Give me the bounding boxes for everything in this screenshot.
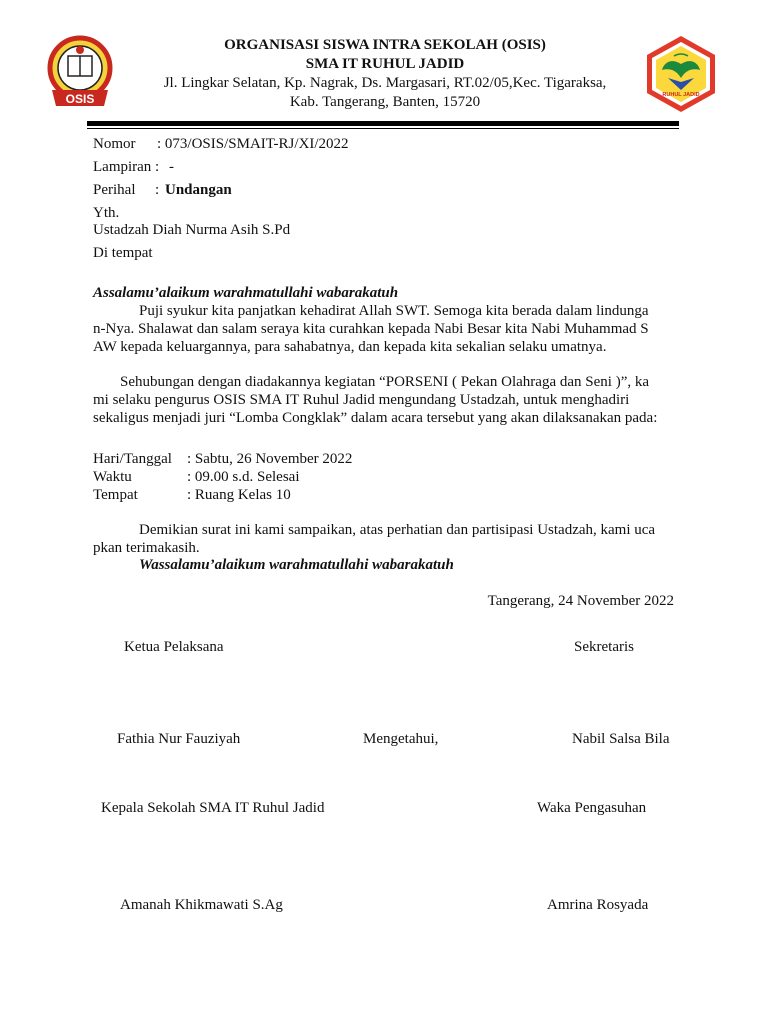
opening-greeting: Assalamu’alaikum warahmatullahi wabarakatuh (93, 285, 399, 301)
letterhead-organization: ORGANISASI SISWA INTRA SEKOLAH (OSIS) (224, 37, 546, 53)
sekretaris-role: Sekretaris (574, 639, 634, 655)
event-time-label: Waktu (93, 469, 132, 485)
paragraph2-line1: Sehubungan dengan diadakannya kegiatan “PORSENI ( Pekan Olahraga dan Seni )”, ka (120, 374, 650, 390)
ruhul-jadid-logo (644, 34, 718, 114)
perihal-colon: : (155, 182, 160, 198)
event-time-value: : 09.00 s.d. Selesai (187, 469, 300, 485)
recipient-name: Ustadzah Diah Nurma Asih S.Pd (93, 222, 291, 238)
nomor-value: : 073/OSIS/SMAIT-RJ/XI/2022 (157, 136, 349, 152)
osis-logo (46, 34, 114, 114)
paragraph1-line1: Puji syukur kita panjatkan kehadirat Allah SWT. Semoga kita berada dalam lindunga (139, 303, 649, 319)
svg-text:OSIS: OSIS (65, 92, 95, 106)
lampiran-label: Lampiran : (93, 159, 160, 175)
waka-role: Waka Pengasuhan (537, 800, 647, 816)
letterhead-school: SMA IT RUHUL JADID (305, 56, 465, 72)
letterhead-divider-thin (87, 128, 679, 129)
recipient-yth: Yth. (93, 205, 120, 221)
paragraph2-line3: sekaligus menjadi juri “Lomba Congklak” dalam acara tersebut yang akan dilaksanakan pada: (93, 410, 658, 426)
event-place-value: : Ruang Kelas 10 (187, 487, 291, 503)
kepsek-name: Amanah Khikmawati S.Ag (120, 897, 283, 913)
sekretaris-name: Nabil Salsa Bila (572, 731, 670, 747)
ketua-name: Fathia Nur Fauziyah (117, 731, 241, 747)
perihal-label: Perihal (93, 182, 136, 198)
event-date-label: Hari/Tanggal (93, 451, 172, 467)
letter-date: Tangerang, 24 November 2022 (487, 593, 674, 609)
letterhead-address-line2: Kab. Tangerang, Banten, 15720 (289, 94, 481, 110)
perihal-value: Undangan (165, 182, 232, 198)
event-date-value: : Sabtu, 26 November 2022 (187, 451, 353, 467)
ketua-role: Ketua Pelaksana (124, 639, 224, 655)
paragraph1-line3: AW kepada keluargannya, para sahabatnya, dan kepada kita sekalian selaku umatnya. (93, 339, 607, 355)
kepsek-role: Kepala Sekolah SMA IT Ruhul Jadid (101, 800, 325, 816)
nomor-label: Nomor (93, 136, 136, 152)
paragraph3-line1: Demikian surat ini kami sampaikan, atas perhatian dan partisipasi Ustadzah, kami uca (139, 522, 656, 538)
closing-greeting: Wassalamu’alaikum warahmatullahi wabarakatuh (139, 557, 454, 573)
paragraph2-line2: mi selaku pengurus OSIS SMA IT Ruhul Jadid mengundang Ustadzah, untuk menghadiri (93, 392, 630, 408)
waka-name: Amrina Rosyada (547, 897, 649, 913)
lampiran-value: - (169, 159, 174, 175)
svg-text:RUHUL JADID: RUHUL JADID (662, 92, 700, 98)
letterhead-divider-thick (87, 121, 679, 126)
letterhead-address-line1: Jl. Lingkar Selatan, Kp. Nagrak, Ds. Margasari, RT.02/05,Kec. Tigaraksa, (163, 75, 607, 91)
event-place-label: Tempat (93, 487, 138, 503)
recipient-place: Di tempat (93, 245, 153, 261)
paragraph3-line2: pkan terimakasih. (93, 540, 200, 556)
paragraph1-line2: n-Nya. Shalawat dan salam seraya kita curahkan kepada Nabi Besar kita Nabi Muhammad S (93, 321, 649, 337)
mengetahui-label: Mengetahui, (363, 731, 439, 747)
